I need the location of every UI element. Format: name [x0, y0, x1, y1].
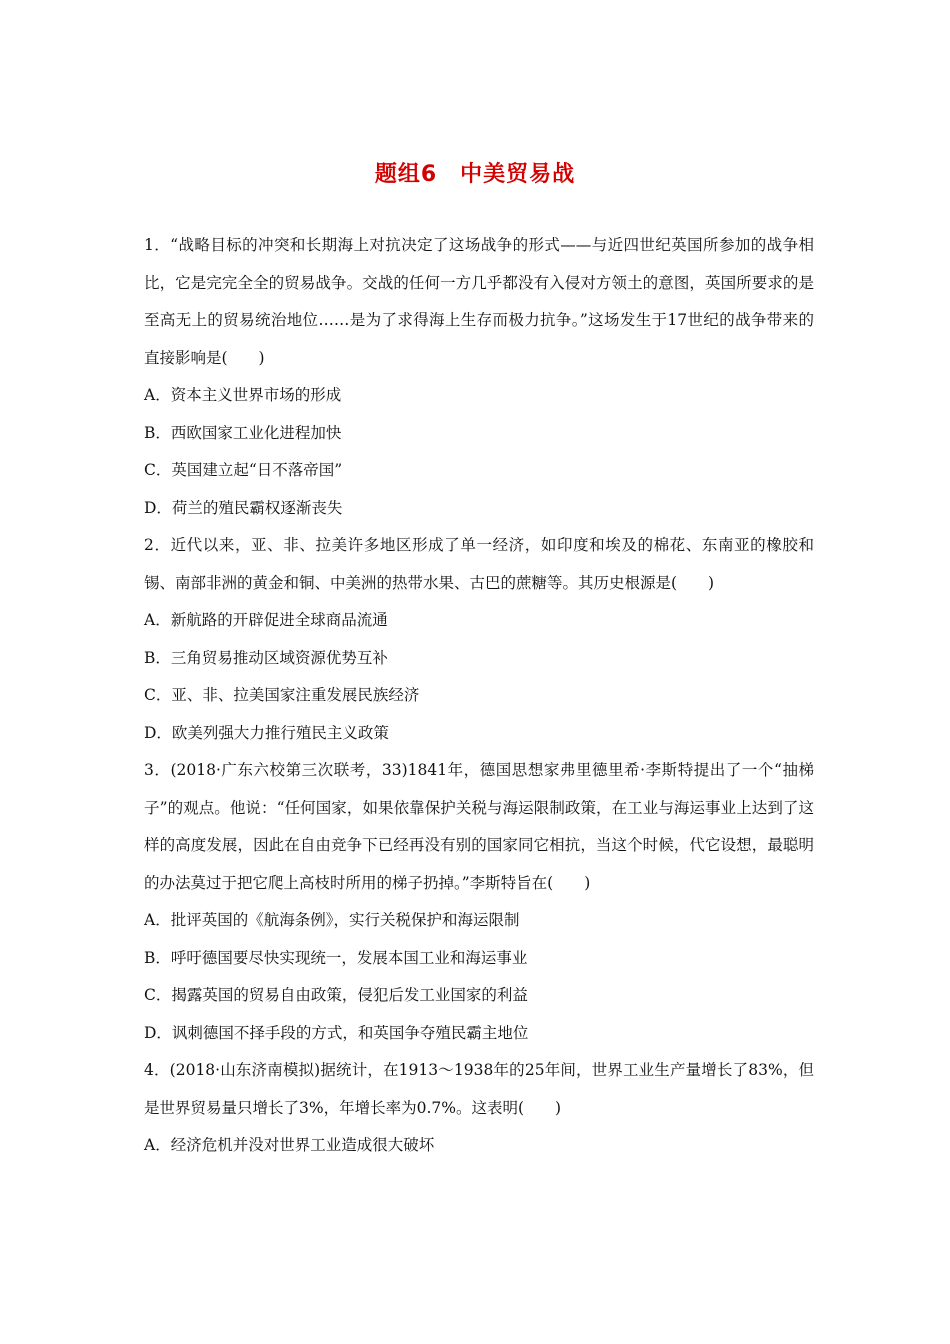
option-a: A．经济危机并没对世界工业造成很大破坏 [144, 1136, 435, 1154]
option-d: D．欧美列强大力推行殖民主义政策 [144, 723, 389, 742]
option-b: B．三角贸易推动区域资源优势互补 [144, 648, 388, 667]
option-c: C．英国建立起“日不落帝国” [144, 461, 343, 479]
question-stem: 2．近代以来，亚、非、拉美许多地区形成了单一经济，如印度和埃及的棉花、东南亚的橡胶和锡、南部非洲的黄金和铜、中美洲的热带水果、古巴的蔗糖等。其历史根源是( ) [144, 536, 814, 592]
question-4 [144, 1052, 814, 1165]
question-3 [144, 752, 814, 1052]
option-a: A．批评英国的《航海条例》，实行关税保护和海运限制 [144, 911, 520, 929]
question-1 [144, 227, 814, 527]
question-list [144, 227, 814, 1165]
question-stem: 4．(2018·山东济南模拟)据统计，在1913～1938年的25年间，世界工业生产量增长了83%，但是世界贸易量只增长了3%，年增长率为0.7%。这表明( ) [144, 1061, 814, 1117]
option-b: B．西欧国家工业化进程加快 [144, 423, 342, 442]
option-c: C．揭露英国的贸易自由政策，侵犯后发工业国家的利益 [144, 986, 528, 1004]
option-a: A．资本主义世界市场的形成 [144, 386, 342, 404]
option-b: B．呼吁德国要尽快实现统一，发展本国工业和海运事业 [144, 948, 528, 967]
option-c: C．亚、非、拉美国家注重发展民族经济 [144, 686, 420, 704]
question-2 [144, 527, 814, 752]
option-d: D．荷兰的殖民霸权逐渐丧失 [144, 498, 343, 517]
question-stem: 3．(2018·广东六校第三次联考，33)1841年，德国思想家弗里德里希·李斯特提出了一个“抽梯子”的观点。他说：“任何国家，如果依靠保护关税与海运限制政策，在工业与海运事业上达到了这样的高度发展，因此在自由竞争下已经再没有别的国家同它相抗，当这个时候，代它设想，最聪明的办法莫过于把它爬上高枝时所用的梯子扔掉。”李斯特旨在( ) [144, 761, 814, 892]
option-d: D．讽刺德国不择手段的方式，和英国争夺殖民霸主地位 [144, 1023, 529, 1042]
option-a: A．新航路的开辟促进全球商品流通 [144, 611, 388, 629]
question-stem: 1．“战略目标的冲突和长期海上对抗决定了这场战争的形式——与近四世纪英国所参加的战争相比，它是完完全全的贸易战争。交战的任何一方几乎都没有入侵对方领土的意图，英国所要求的是至高无上的贸易统治地位……是为了求得海上生存而极力抗争。”这场发生于17世纪的战争带来的直接影响是( ) [144, 236, 814, 367]
page-title: 题组6 中美贸易战 [374, 162, 576, 187]
